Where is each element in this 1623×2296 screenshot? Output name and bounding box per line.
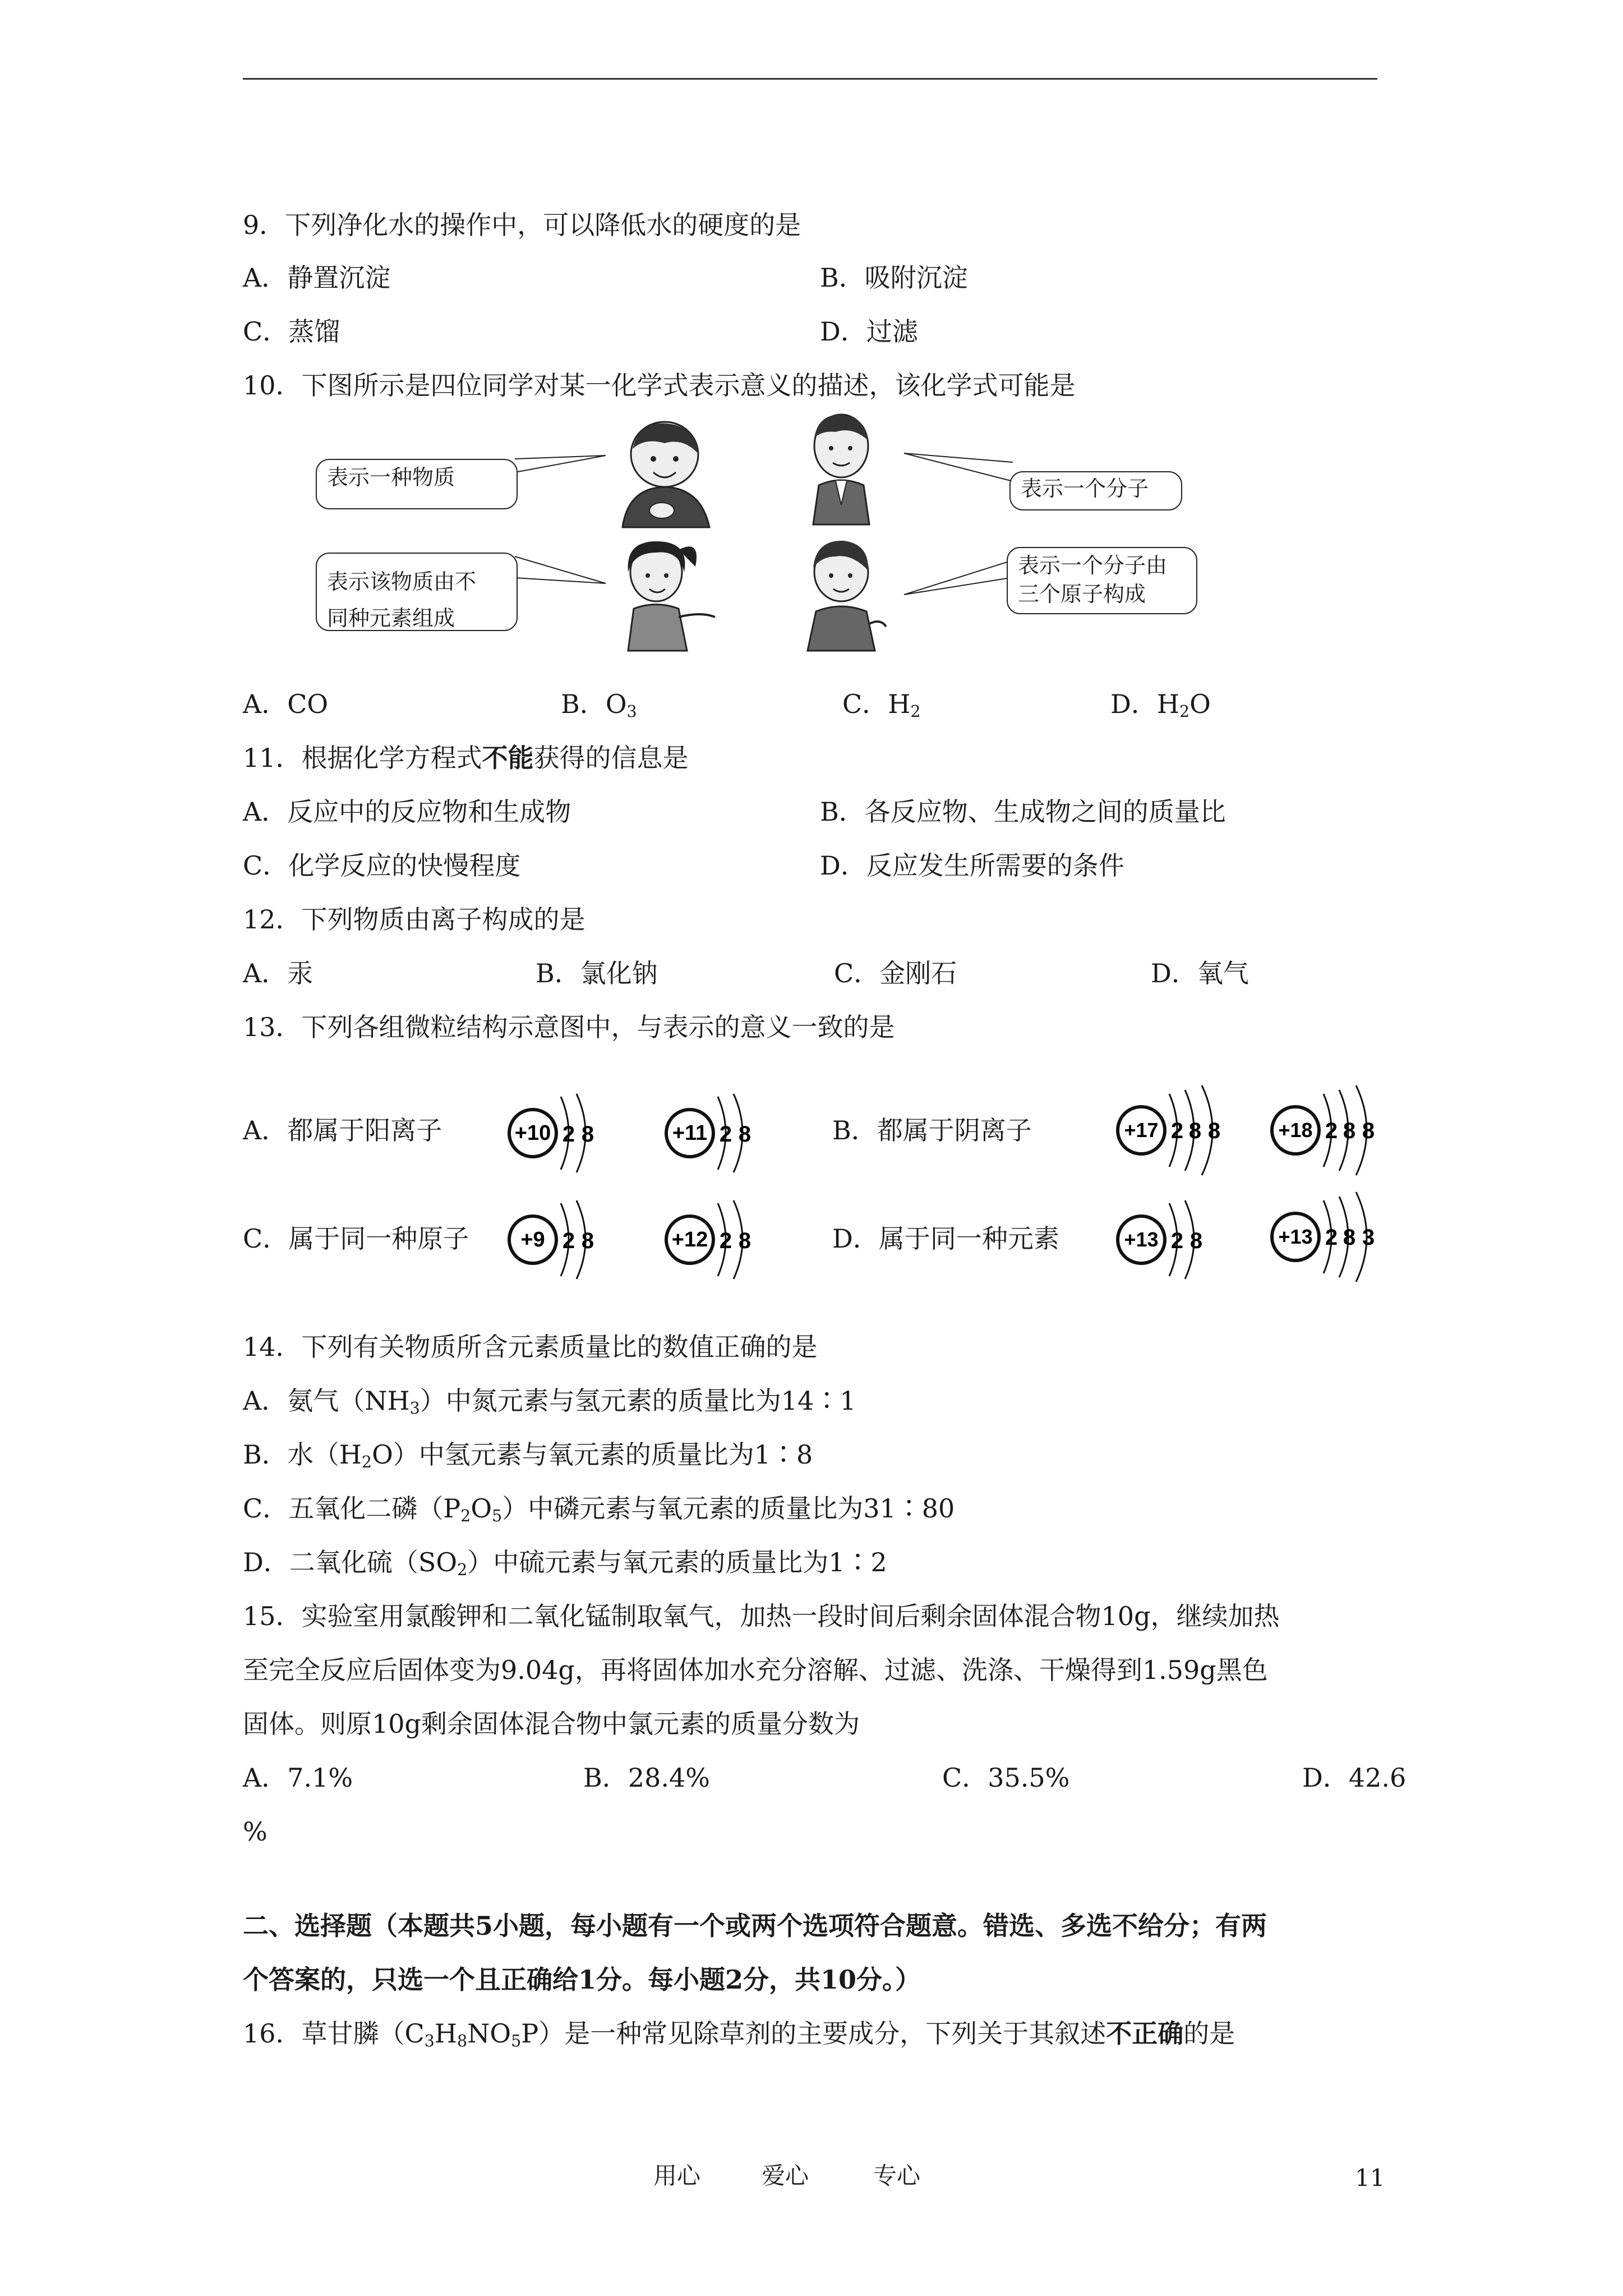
q16-mid-2: NO: [467, 2018, 511, 2049]
atom-1-shell-2: 8: [581, 1122, 594, 1147]
q13-label-c: C．属于同一种原子: [243, 1223, 469, 1254]
q9-option-a: A．静置沉淀: [243, 263, 391, 293]
atom-diagram-8: [1267, 1186, 1394, 1287]
q10-option-a-formula: CO: [287, 689, 329, 719]
atom-4-shell-3: 8: [1362, 1119, 1375, 1143]
q16-post: P）是一种常见除草剂的主要成分，下列关于其叙述: [521, 2018, 1106, 2049]
atom-4-nucleus: +18: [1278, 1119, 1313, 1142]
q10-option-d-tail: O: [1189, 689, 1211, 719]
q10-option-d: [1110, 689, 1211, 721]
q14-c-pre: C．五氧化二磷（P: [243, 1493, 461, 1524]
q16-sub-2: 8: [457, 2032, 468, 2051]
atom-5-nucleus: +9: [520, 1228, 545, 1251]
atom-5-shell-2: 8: [581, 1228, 594, 1253]
q14-c-mid: O: [471, 1493, 492, 1524]
atom-3-shell-1: 2: [1170, 1119, 1184, 1143]
q14-d-pre: D．二氧化硫（SO: [243, 1547, 458, 1577]
bubble-text-5: 表示一个分子由: [1018, 553, 1168, 578]
q10-option-c-prefix: C．: [842, 689, 888, 719]
q14-a-sub: 3: [409, 1399, 420, 1418]
footer-right: 专心: [873, 2162, 921, 2189]
q15-option-d: D．42.6: [1302, 1763, 1407, 1793]
bubble-text-2: 表示一个分子: [1021, 476, 1149, 501]
q14-stem: 14．下列有关物质所含元素质量比的数值正确的是: [243, 1332, 818, 1362]
q16-end: 的是: [1183, 2018, 1235, 2049]
q13-label-a: A．都属于阳离子: [243, 1115, 442, 1145]
atom-2-shell-2: 8: [738, 1122, 751, 1147]
q14-b-sub: 2: [361, 1453, 372, 1472]
page-number: 11: [1355, 2164, 1385, 2192]
atom-4-shell-2: 8: [1343, 1119, 1356, 1143]
atom-4-shell-1: 2: [1325, 1119, 1338, 1143]
bubble-text-6: 三个原子构成: [1018, 582, 1146, 607]
atom-8-nucleus: +13: [1278, 1225, 1313, 1248]
q12-option-d: D．氧气: [1151, 958, 1249, 988]
q10-option-b: [561, 689, 637, 721]
q11-option-b: B．各反应物、生成物之间的质量比: [820, 797, 1226, 827]
atom-diagram-6: [662, 1192, 768, 1287]
q12-stem: 12．下列物质由离子构成的是: [243, 904, 585, 935]
q15-option-d-wrap: %: [243, 1816, 268, 1847]
q12-option-a: A．汞: [243, 958, 313, 988]
q15-option-b: B．28.4%: [583, 1763, 710, 1793]
student-figure-2: [813, 415, 869, 524]
q14-b-pre: B．水（H: [243, 1439, 362, 1470]
atom-3-nucleus: +17: [1124, 1119, 1159, 1142]
q11-stem-part-2: 获得的信息是: [533, 743, 689, 773]
q14-option-c: [243, 1493, 955, 1526]
q14-option-b: [243, 1439, 813, 1472]
q11-stem: [243, 745, 689, 771]
q14-d-post: ）中硫元素与氧元素的质量比为1∶2: [467, 1547, 887, 1577]
q11-option-d: D．反应发生所需要的条件: [820, 850, 1124, 881]
atom-1-shell-1: 2: [562, 1122, 575, 1147]
q16-sub-3: 5: [511, 2032, 522, 2051]
q14-c-sub: 2: [460, 1507, 471, 1526]
bubble-one-molecule: [1009, 471, 1182, 510]
q11-option-c: C．化学反应的快慢程度: [243, 850, 521, 881]
q10-option-d-formula: H: [1156, 689, 1180, 719]
q12-option-c: C．金刚石: [834, 958, 957, 988]
atom-7-shell-2: 8: [1189, 1228, 1203, 1253]
student-figure-4: [808, 541, 886, 651]
q14-c-post: ）中磷元素与氧元素的质量比为31∶80: [502, 1493, 955, 1524]
q14-b-post: O）中氢元素与氧元素的质量比为1∶8: [372, 1439, 813, 1470]
atom-diagram-3: [1113, 1080, 1239, 1181]
atom-diagram-1: [505, 1085, 611, 1181]
atom-diagram-5: [505, 1192, 611, 1287]
q10-option-a: [243, 691, 328, 717]
atom-diagram-4: [1267, 1080, 1394, 1181]
q14-a-pre: A．氨气（NH: [243, 1386, 410, 1416]
section-2-heading-line-1: 二、选择题（本题共5小题，每小题有一个或两个选项符合题意。错选、多选不给分；有两: [243, 1911, 1267, 1941]
q14-d-sub: 2: [457, 1561, 468, 1580]
q10-option-d-subscript: 2: [1179, 702, 1190, 721]
footer-left: 用心: [653, 2162, 701, 2189]
q10-option-d-prefix: D．: [1110, 689, 1157, 719]
atom-8-shell-1: 2: [1325, 1225, 1338, 1250]
q16-emphasis: 不正确: [1106, 2018, 1184, 2049]
q9-option-c: C．蒸馏: [243, 316, 340, 347]
atom-1-nucleus: +10: [514, 1121, 551, 1145]
q10-option-b-subscript: 3: [626, 702, 637, 721]
atom-6-shell-2: 8: [738, 1228, 751, 1253]
bubble-three-atoms: [1007, 547, 1197, 614]
bubble-text-4: 同种元素组成: [327, 605, 455, 631]
q12-option-b: B．氯化钠: [536, 958, 658, 988]
q14-option-d: [243, 1547, 887, 1580]
atom-7-shell-1: 2: [1170, 1228, 1184, 1253]
q13-label-b: B．都属于阴离子: [832, 1115, 1032, 1145]
q13-label-d: D．属于同一种元素: [832, 1223, 1059, 1254]
atom-3-shell-3: 8: [1207, 1119, 1221, 1143]
q10-option-c: [842, 689, 921, 721]
bubble-one-substance: [316, 459, 518, 509]
q11-stem-part-1: 11．根据化学方程式: [243, 743, 482, 773]
atom-8-shell-3: 3: [1362, 1225, 1375, 1250]
atom-6-nucleus: +12: [671, 1228, 708, 1251]
q15-line-1: 15．实验室用氯酸钾和二氧化锰制取氧气，加热一段时间后剩余固体混合物10g，继续加热: [243, 1601, 1280, 1631]
q13-stem: 13．下列各组微粒结构示意图中，与表示的意义一致的是: [243, 1012, 895, 1042]
atom-7-nucleus: +13: [1124, 1228, 1159, 1251]
q16-pre: 16．草甘膦（C: [243, 2018, 425, 2049]
section-2-heading-line-2: 个答案的，只选一个且正确给1分。每小题2分，共10分。）: [243, 1964, 921, 1995]
q10-option-b-prefix: B．: [561, 689, 606, 719]
atom-3-shell-2: 8: [1188, 1119, 1202, 1143]
atom-diagram-7: [1113, 1192, 1220, 1287]
q15-option-c: C．35.5%: [942, 1763, 1070, 1793]
bubble-text-1: 表示一种物质: [327, 465, 455, 490]
student-figure-1: [623, 422, 709, 527]
header-rule: [243, 78, 1377, 80]
q16-stem: [243, 2018, 1235, 2051]
q9-option-b: B．吸附沉淀: [820, 263, 968, 293]
q9-stem: 9．下列净化水的操作中，可以降低水的硬度的是: [243, 210, 801, 240]
atom-8-shell-2: 8: [1343, 1225, 1356, 1250]
bubble-different-elements: [316, 553, 518, 631]
q10-option-c-subscript: 2: [910, 702, 921, 721]
atom-diagram-2: [662, 1085, 768, 1181]
q16-mid-1: H: [434, 2018, 458, 2049]
q10-option-c-formula: H: [888, 689, 911, 719]
q14-a-post: ）中氮元素与氢元素的质量比为14∶1: [419, 1386, 856, 1416]
bubble-text-3: 表示该物质由不: [327, 569, 477, 594]
q15-line-2: 至完全反应后固体变为9.04g，再将固体加水充分溶解、过滤、洗涤、干燥得到1.59g黑色: [243, 1655, 1268, 1685]
q16-sub-1: 3: [424, 2032, 435, 2051]
atom-2-shell-1: 2: [719, 1122, 732, 1147]
q10-stem: 10．下图所示是四位同学对某一化学式表示意义的描述，该化学式可能是: [243, 370, 1076, 401]
atom-2-nucleus: +11: [672, 1121, 708, 1145]
q9-option-d: D．过滤: [820, 316, 918, 347]
q15-line-3: 固体。则原10g剩余固体混合物中氯元素的质量分数为: [243, 1709, 860, 1739]
q14-option-a: [243, 1386, 856, 1418]
q11-option-a: A．反应中的反应物和生成物: [243, 797, 571, 827]
q14-c-sub2: 5: [492, 1507, 502, 1526]
student-figure-3: [628, 541, 715, 651]
atom-5-shell-1: 2: [562, 1228, 575, 1253]
footer-middle: 爱心: [762, 2162, 809, 2189]
atom-6-shell-1: 2: [719, 1228, 732, 1253]
q10-option-b-formula: O: [605, 689, 627, 719]
q15-option-a: A．7.1%: [243, 1763, 353, 1793]
q10-option-a-prefix: A．: [243, 689, 288, 719]
q11-stem-emphasis: 不能: [482, 743, 534, 773]
